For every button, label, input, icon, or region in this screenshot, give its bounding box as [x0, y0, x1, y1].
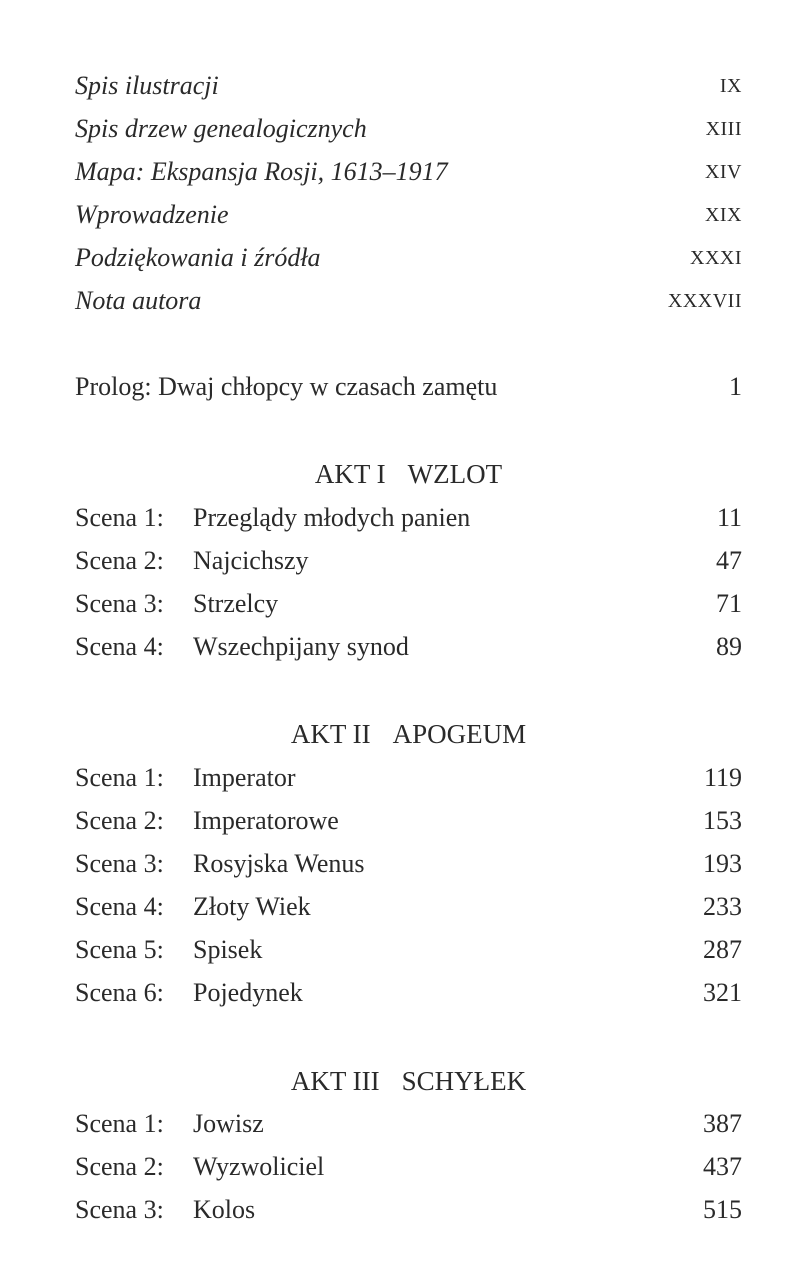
act-name: WZLOT: [407, 459, 503, 489]
toc-entry-title: Rosyjska Wenus: [193, 849, 365, 878]
toc-entry-scene: [75, 846, 742, 882]
toc-entry-title: Imperator: [193, 763, 296, 792]
scene-label: Scena 1:: [75, 763, 164, 792]
toc-entry-title: Wszechpijany synod: [193, 632, 409, 661]
toc-entry-scene: [75, 932, 742, 968]
toc-entry-front-matter: [75, 240, 742, 276]
toc-entry-scene: [75, 803, 742, 839]
scene-label: Scena 1:: [75, 503, 164, 532]
toc-entry-title: Prolog: Dwaj chłopcy w czasach zamętu: [75, 372, 498, 401]
toc-entry-title: Pojedynek: [193, 978, 303, 1007]
toc-entry-page: 387: [703, 1109, 742, 1138]
toc-entry-front-matter: [75, 111, 742, 147]
toc-entry-page: 11: [716, 503, 742, 532]
toc-entry-scene: [75, 1149, 742, 1185]
toc-entry-title: Podziękowania i źródła: [75, 243, 321, 272]
toc-entry-page: IX: [719, 75, 742, 97]
toc-entry-scene: [75, 1192, 742, 1228]
toc-entry-page: XIII: [705, 118, 742, 140]
toc-entry-scene: [75, 629, 742, 665]
toc-entry-scene: [75, 975, 742, 1011]
scene-label: Scena 3:: [75, 1195, 164, 1224]
toc-entry-front-matter: [75, 68, 742, 104]
toc-entry-page: XXXI: [690, 247, 742, 269]
toc-entry-scene: [75, 1106, 742, 1142]
toc-entry-title: Strzelcy: [193, 589, 279, 618]
toc-entry-title: Wyzwoliciel: [193, 1152, 325, 1181]
scene-label: Scena 4:: [75, 632, 164, 661]
scene-label: Scena 4:: [75, 892, 164, 921]
toc-entry-title: Spis drzew genealogicznych: [75, 114, 367, 143]
toc-entry-front-matter: [75, 154, 742, 190]
toc-entry-page: 119: [703, 763, 742, 792]
scene-label: Scena 2:: [75, 546, 164, 575]
toc-entry-title: Spisek: [193, 935, 263, 964]
toc-entry-page: 437: [703, 1152, 742, 1181]
toc-entry-page: 153: [703, 806, 742, 835]
toc-entry-title: Najcichszy: [193, 546, 309, 575]
toc-entry-scene: [75, 889, 742, 925]
scene-label: Scena 5:: [75, 935, 164, 964]
act-label: AKT I: [314, 459, 386, 489]
act-heading: [75, 1063, 742, 1099]
toc-entry-page: XIX: [704, 204, 742, 226]
toc-entry-title: Spis ilustracji: [75, 71, 219, 100]
act-name: APOGEUM: [392, 719, 527, 749]
scene-label: Scena 2:: [75, 806, 164, 835]
toc-entry-scene: [75, 586, 742, 622]
toc-entry-title: Złoty Wiek: [193, 892, 311, 921]
toc-entry-title: Wprowadzenie: [75, 200, 229, 229]
toc-entry-title: Imperatorowe: [193, 806, 339, 835]
toc-entry-page: 1: [729, 372, 742, 401]
toc-entry-prolog: [75, 369, 742, 405]
toc-entry-title: Kolos: [193, 1195, 256, 1224]
toc-entry-scene: [75, 760, 742, 796]
act-label: AKT II: [290, 719, 371, 749]
act-heading: [75, 456, 742, 492]
toc-entry-page: 71: [716, 589, 742, 618]
act-name: SCHYŁEK: [401, 1066, 527, 1096]
scene-label: Scena 3:: [75, 849, 164, 878]
scene-label: Scena 2:: [75, 1152, 164, 1181]
scene-label: Scena 1:: [75, 1109, 164, 1138]
scene-label: Scena 6:: [75, 978, 164, 1007]
toc-entry-page: 47: [716, 546, 742, 575]
toc-entry-front-matter: [75, 197, 742, 233]
toc-entry-page: 287: [703, 935, 742, 964]
toc-entry-page: 515: [703, 1195, 742, 1224]
toc-entry-page: 89: [716, 632, 742, 661]
toc-entry-page: XXXVII: [667, 290, 742, 312]
toc-entry-title: Mapa: Ekspansja Rosji, 1613–1917: [75, 157, 448, 186]
toc-entry-scene: [75, 543, 742, 579]
scene-label: Scena 3:: [75, 589, 164, 618]
toc-entry-page: 321: [703, 978, 742, 1007]
toc-entry-title: Nota autora: [75, 286, 202, 315]
toc-entry-scene: [75, 500, 742, 536]
act-label: AKT III: [290, 1066, 380, 1096]
toc-entry-page: 193: [703, 849, 742, 878]
toc-entry-page: 233: [703, 892, 742, 921]
toc-entry-front-matter: [75, 283, 742, 319]
toc-entry-title: Jowisz: [193, 1109, 264, 1138]
act-heading: [75, 716, 742, 752]
toc-entry-page: XIV: [704, 161, 742, 183]
toc-entry-title: Przeglądy młodych panien: [193, 503, 471, 532]
